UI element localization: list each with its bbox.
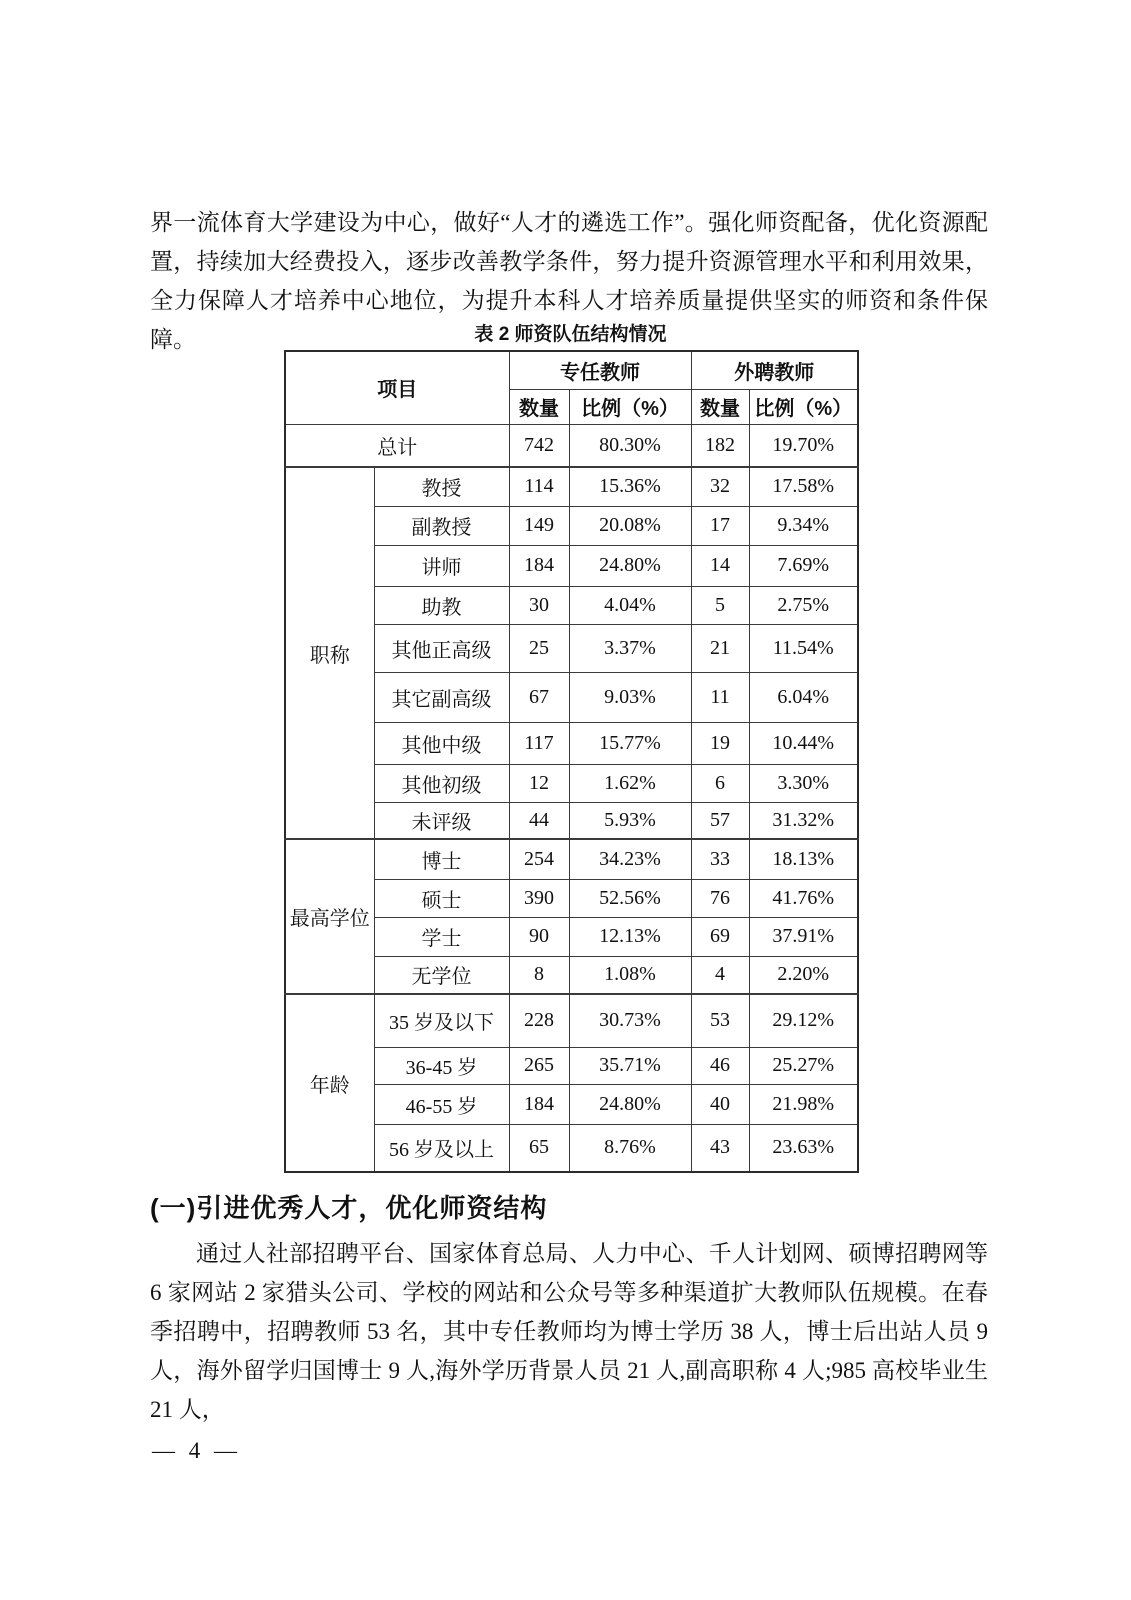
- count-cell: 43: [691, 1124, 749, 1172]
- count-cell: 742: [509, 424, 569, 467]
- ratio-cell: 12.13%: [569, 917, 691, 956]
- ratio-cell: 11.54%: [749, 624, 858, 672]
- ratio-cell: 19.70%: [749, 424, 858, 467]
- count-cell: 67: [509, 672, 569, 722]
- count-cell: 114: [509, 467, 569, 506]
- paragraph-bottom: 通过人社部招聘平台、国家体育总局、人力中心、千人计划网、硕博招聘网等 6 家网站 2 家猎头公司、学校的网站和公众号等多种渠道扩大教师队伍规模。在春季招聘中，招聘教师 53 名，其中专任教师均为博士学历 38 人，博士后出站人员 9 人，海外留学归国博士 9 人,海外学历背景人员 21 人,副高职称 4 人;985 高校毕业生 21 人，: [150, 1241, 988, 1422]
- count-cell: 19: [691, 722, 749, 764]
- row-label-cell: 总计: [285, 424, 509, 467]
- ratio-cell: 24.80%: [569, 545, 691, 586]
- ratio-cell: 15.77%: [569, 722, 691, 764]
- count-cell: 44: [509, 802, 569, 839]
- ratio-cell: 4.04%: [569, 586, 691, 624]
- count-cell: 53: [691, 994, 749, 1047]
- count-cell: 4: [691, 956, 749, 994]
- header-item: 项目: [285, 351, 509, 424]
- table-row-total: [285, 424, 858, 467]
- count-cell: 69: [691, 917, 749, 956]
- row-label-cell: 副教授: [374, 506, 509, 545]
- header-count-fulltime: 数量: [509, 389, 569, 424]
- row-label-cell: 56 岁及以上: [374, 1124, 509, 1172]
- ratio-cell: 1.08%: [569, 956, 691, 994]
- count-cell: 184: [509, 1084, 569, 1124]
- ratio-cell: 10.44%: [749, 722, 858, 764]
- count-cell: 12: [509, 764, 569, 802]
- count-cell: 5: [691, 586, 749, 624]
- ratio-cell: 15.36%: [569, 467, 691, 506]
- count-cell: 46: [691, 1047, 749, 1084]
- count-cell: 11: [691, 672, 749, 722]
- table-header-row-1: [285, 351, 858, 389]
- ratio-cell: 34.23%: [569, 839, 691, 879]
- group-label-cell: 年龄: [285, 994, 374, 1172]
- count-cell: 228: [509, 994, 569, 1047]
- ratio-cell: 21.98%: [749, 1084, 858, 1124]
- ratio-cell: 5.93%: [569, 802, 691, 839]
- row-label-cell: 硕士: [374, 879, 509, 917]
- section-heading: (一)引进优秀人才，优化师资结构: [150, 1193, 548, 1223]
- ratio-cell: 18.13%: [749, 839, 858, 879]
- count-cell: 76: [691, 879, 749, 917]
- table-row: [285, 994, 858, 1047]
- row-label-cell: 46-55 岁: [374, 1084, 509, 1124]
- row-label-cell: 助教: [374, 586, 509, 624]
- count-cell: 33: [691, 839, 749, 879]
- paragraph-top: 界一流体育大学建设为中心，做好“人才的遴选工作”。强化师资配备，优化资源配置，持续加大经费投入，逐步改善教学条件，努力提升资源管理水平和利用效果，全力保障人才培养中心地位，为提升本科人才培养质量提供坚实的师资和条件保障。: [150, 210, 988, 352]
- ratio-cell: 17.58%: [749, 467, 858, 506]
- count-cell: 17: [691, 506, 749, 545]
- row-label-cell: 36-45 岁: [374, 1047, 509, 1084]
- count-cell: 14: [691, 545, 749, 586]
- header-ratio-external: 比例（%）: [749, 389, 858, 424]
- count-cell: 30: [509, 586, 569, 624]
- count-cell: 184: [509, 545, 569, 586]
- header-fulltime-teachers: 专任教师: [509, 351, 691, 389]
- page-number: — 4 —: [152, 1438, 241, 1463]
- count-cell: 182: [691, 424, 749, 467]
- count-cell: 8: [509, 956, 569, 994]
- ratio-cell: 9.34%: [749, 506, 858, 545]
- header-ratio-fulltime: 比例（%）: [569, 389, 691, 424]
- ratio-cell: 52.56%: [569, 879, 691, 917]
- ratio-cell: 23.63%: [749, 1124, 858, 1172]
- count-cell: 32: [691, 467, 749, 506]
- ratio-cell: 6.04%: [749, 672, 858, 722]
- ratio-cell: 35.71%: [569, 1047, 691, 1084]
- ratio-cell: 2.75%: [749, 586, 858, 624]
- faculty-structure-table: [284, 350, 859, 1173]
- ratio-cell: 30.73%: [569, 994, 691, 1047]
- ratio-cell: 20.08%: [569, 506, 691, 545]
- row-label-cell: 未评级: [374, 802, 509, 839]
- ratio-cell: 2.20%: [749, 956, 858, 994]
- count-cell: 390: [509, 879, 569, 917]
- row-label-cell: 教授: [374, 467, 509, 506]
- row-label-cell: 讲师: [374, 545, 509, 586]
- ratio-cell: 8.76%: [569, 1124, 691, 1172]
- count-cell: 90: [509, 917, 569, 956]
- row-label-cell: 学士: [374, 917, 509, 956]
- ratio-cell: 37.91%: [749, 917, 858, 956]
- row-label-cell: 35 岁及以下: [374, 994, 509, 1047]
- row-label-cell: 其它副高级: [374, 672, 509, 722]
- ratio-cell: 3.37%: [569, 624, 691, 672]
- row-label-cell: 博士: [374, 839, 509, 879]
- row-label-cell: 无学位: [374, 956, 509, 994]
- count-cell: 6: [691, 764, 749, 802]
- row-label-cell: 其他中级: [374, 722, 509, 764]
- header-external-teachers: 外聘教师: [691, 351, 858, 389]
- count-cell: 265: [509, 1047, 569, 1084]
- count-cell: 25: [509, 624, 569, 672]
- count-cell: 21: [691, 624, 749, 672]
- count-cell: 57: [691, 802, 749, 839]
- count-cell: 254: [509, 839, 569, 879]
- count-cell: 40: [691, 1084, 749, 1124]
- row-label-cell: 其他初级: [374, 764, 509, 802]
- ratio-cell: 3.30%: [749, 764, 858, 802]
- ratio-cell: 9.03%: [569, 672, 691, 722]
- count-cell: 149: [509, 506, 569, 545]
- ratio-cell: 1.62%: [569, 764, 691, 802]
- group-label-cell: 最高学位: [285, 839, 374, 994]
- ratio-cell: 24.80%: [569, 1084, 691, 1124]
- ratio-cell: 31.32%: [749, 802, 858, 839]
- ratio-cell: 29.12%: [749, 994, 858, 1047]
- ratio-cell: 41.76%: [749, 879, 858, 917]
- ratio-cell: 25.27%: [749, 1047, 858, 1084]
- ratio-cell: 80.30%: [569, 424, 691, 467]
- table-title: 表 2 师资队伍结构情况: [474, 324, 667, 345]
- table-row: [285, 467, 858, 506]
- row-label-cell: 其他正高级: [374, 624, 509, 672]
- group-label-cell: 职称: [285, 467, 374, 839]
- count-cell: 65: [509, 1124, 569, 1172]
- count-cell: 117: [509, 722, 569, 764]
- table-row: [285, 839, 858, 879]
- header-count-external: 数量: [691, 389, 749, 424]
- ratio-cell: 7.69%: [749, 545, 858, 586]
